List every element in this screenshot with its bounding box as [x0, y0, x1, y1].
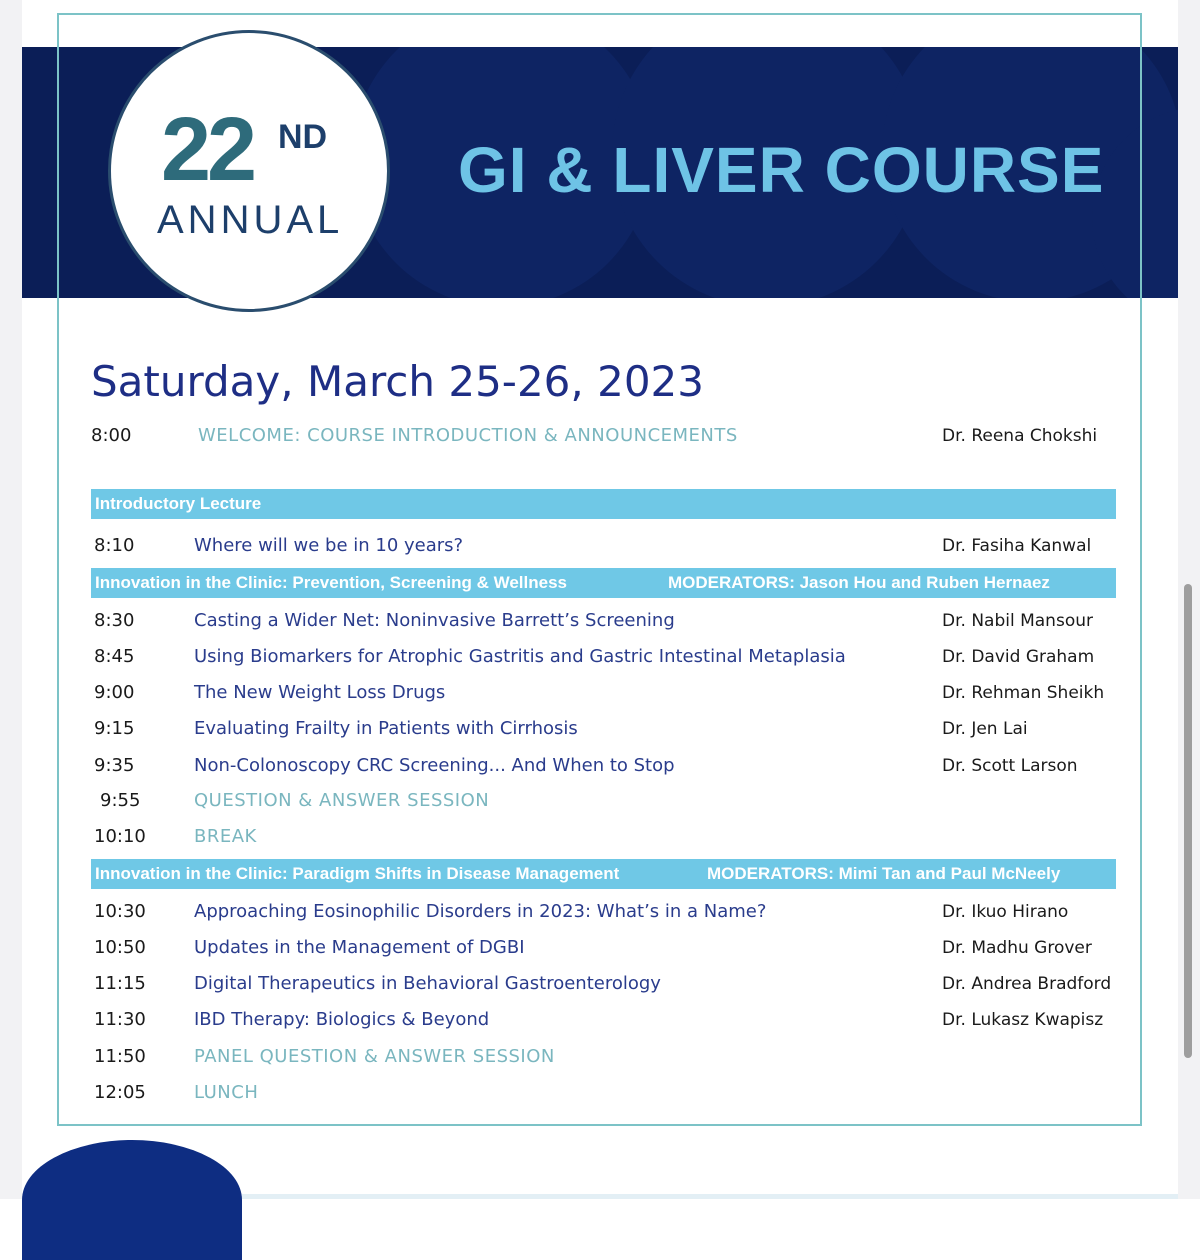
agenda-speaker: Dr. Scott Larson: [942, 756, 1078, 776]
agenda-time: 10:50: [94, 937, 146, 958]
agenda-time: 9:35: [94, 755, 135, 776]
section-moderators: MODERATORS: Jason Hou and Ruben Hernaez: [668, 573, 1050, 592]
section-header: [91, 489, 1116, 519]
agenda-title: Digital Therapeutics in Behavioral Gastroenterology: [194, 973, 661, 994]
agenda-time: 8:30: [94, 610, 135, 631]
agenda-title: PANEL QUESTION & ANSWER SESSION: [194, 1046, 555, 1067]
logo-ordinal-suffix: ND: [278, 118, 328, 156]
agenda-title: Using Biomarkers for Atrophic Gastritis and Gastric Intestinal Metaplasia: [194, 646, 846, 667]
agenda-time: 8:10: [94, 535, 135, 556]
agenda-row: [0, 421, 1200, 451]
agenda-row: [0, 933, 1200, 963]
agenda-speaker: Dr. David Graham: [942, 647, 1095, 667]
agenda-title: Non-Colonoscopy CRC Screening... And When to Stop: [194, 755, 675, 776]
agenda-title: QUESTION & ANSWER SESSION: [194, 790, 490, 811]
agenda-title: IBD Therapy: Biologics & Beyond: [194, 1009, 490, 1030]
agenda-row: [0, 1042, 1200, 1072]
agenda-time: 10:30: [94, 901, 146, 922]
agenda-speaker: Dr. Jen Lai: [942, 719, 1028, 739]
section-label: Introductory Lecture: [95, 494, 262, 513]
agenda-time: 9:55: [100, 790, 141, 811]
agenda-speaker: Dr. Fasiha Kanwal: [942, 536, 1092, 556]
agenda-speaker: Dr. Nabil Mansour: [942, 611, 1093, 631]
agenda-speaker: Dr. Ikuo Hirano: [942, 902, 1069, 922]
course-title: GI & LIVER COURSE: [458, 134, 1105, 206]
agenda-row: [0, 714, 1200, 744]
section-label: Innovation in the Clinic: Paradigm Shifts in Disease Management: [95, 864, 620, 883]
agenda-time: 11:15: [94, 973, 146, 994]
agenda-title: Updates in the Management of DGBI: [194, 937, 525, 958]
agenda-time: 9:00: [94, 682, 135, 703]
agenda-title: Where will we be in 10 years?: [194, 535, 464, 556]
agenda-time: 8:00: [91, 425, 132, 446]
section-label: Innovation in the Clinic: Prevention, Screening & Wellness: [95, 573, 567, 592]
agenda-time: 12:05: [94, 1082, 146, 1103]
agenda-row: [0, 678, 1200, 708]
agenda-time: 10:10: [94, 826, 146, 847]
event-date: Saturday, March 25-26, 2023: [91, 357, 704, 406]
agenda-title: The New Weight Loss Drugs: [194, 682, 446, 703]
agenda-speaker: Dr. Madhu Grover: [942, 938, 1092, 958]
agenda-row: [0, 1078, 1200, 1108]
agenda-row: [0, 642, 1200, 672]
agenda-speaker: Dr. Reena Chokshi: [942, 426, 1098, 446]
agenda-title: Approaching Eosinophilic Disorders in 2023: What’s in a Name?: [194, 901, 767, 922]
agenda-title: BREAK: [194, 826, 257, 847]
section-header: [91, 568, 1116, 598]
agenda-time: 8:45: [94, 646, 135, 667]
agenda-row: [0, 822, 1200, 852]
agenda-speaker: Dr. Andrea Bradford: [942, 974, 1112, 994]
section-header: [91, 859, 1116, 889]
section-moderators: MODERATORS: Mimi Tan and Paul McNeely: [707, 864, 1061, 883]
decorative-corner-shape: [22, 1140, 242, 1260]
agenda-row: [0, 897, 1200, 927]
agenda-row: [0, 751, 1200, 781]
agenda-row: [0, 1005, 1200, 1035]
agenda-row: [0, 606, 1200, 636]
decorative-bottom-strip: [242, 1194, 1178, 1199]
agenda-time: 9:15: [94, 718, 135, 739]
agenda-title: LUNCH: [194, 1082, 259, 1103]
agenda-row: [0, 531, 1200, 561]
agenda-speaker: Dr. Rehman Sheikh: [942, 683, 1105, 703]
agenda-title: WELCOME: COURSE INTRODUCTION & ANNOUNCEMENTS: [198, 425, 738, 446]
logo-annual-text: ANNUAL: [157, 198, 344, 242]
agenda-row: [0, 786, 1200, 816]
logo-number: 22: [161, 100, 254, 200]
agenda-speaker: Dr. Lukasz Kwapisz: [942, 1010, 1104, 1030]
agenda-time: 11:30: [94, 1009, 146, 1030]
scrollbar-thumb[interactable]: [1184, 584, 1192, 1058]
agenda-time: 11:50: [94, 1046, 146, 1067]
agenda-title: Evaluating Frailty in Patients with Cirrhosis: [194, 718, 578, 739]
agenda-title: Casting a Wider Net: Noninvasive Barrett’s Screening: [194, 610, 675, 631]
agenda-row: [0, 969, 1200, 999]
